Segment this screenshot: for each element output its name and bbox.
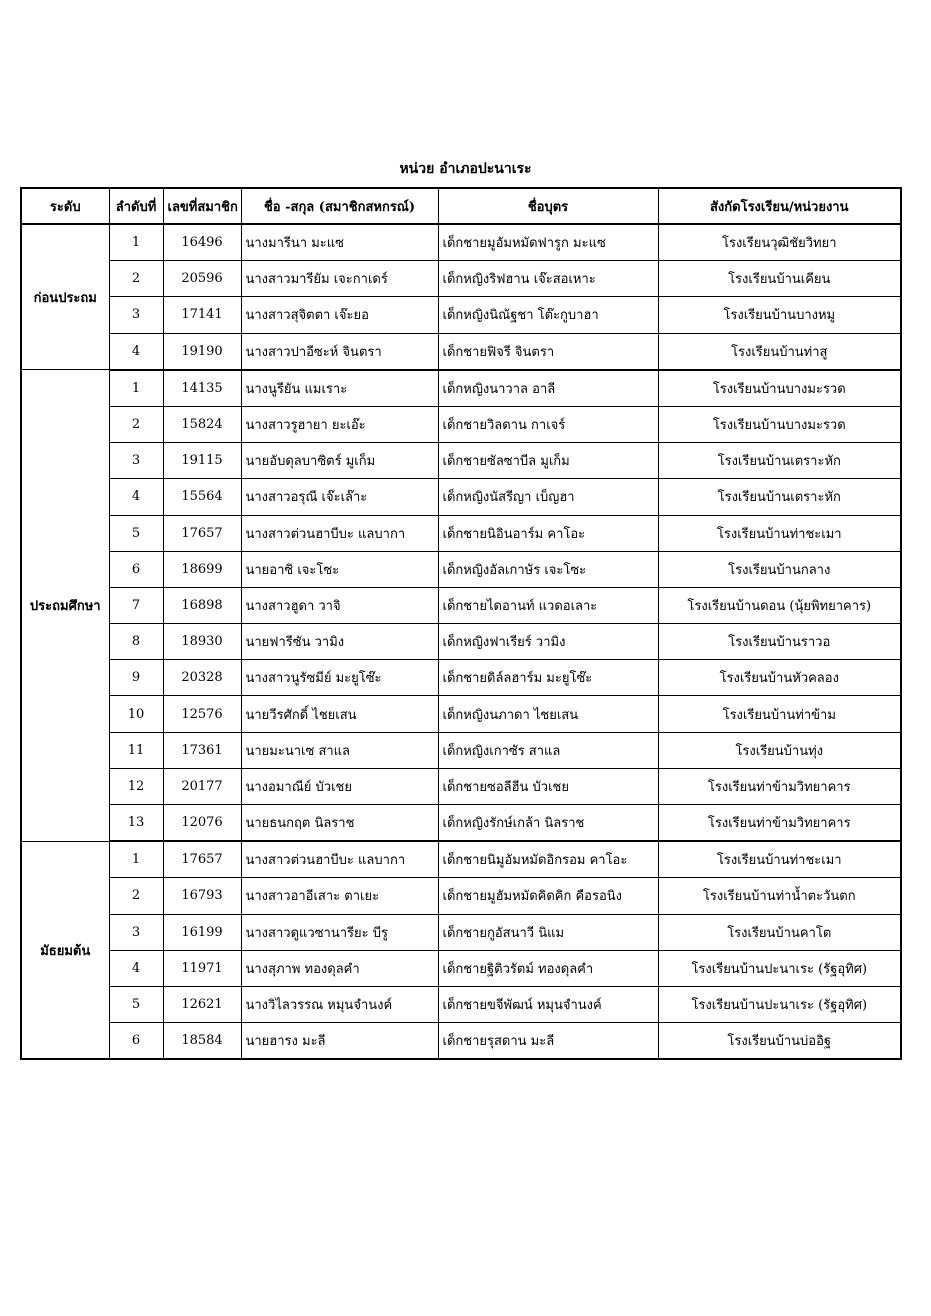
member-name-cell: นางสาวสุจิตตา เจ๊ะยอ bbox=[241, 297, 438, 333]
member-name-cell: นางสาวรูฮายา ยะเอ๊ะ bbox=[241, 406, 438, 442]
member-name-cell: นางสาวต่วนฮาบีบะ แลบากา bbox=[241, 515, 438, 551]
member-no-cell: 16793 bbox=[163, 878, 241, 914]
child-name-cell: เด็กชายซัลซาบีล มูเก็ม bbox=[438, 443, 658, 479]
table-row bbox=[21, 841, 901, 878]
member-no-cell: 18930 bbox=[163, 624, 241, 660]
school-cell: โรงเรียนท่าข้ามวิทยาคาร bbox=[658, 768, 901, 804]
member-no-cell: 15564 bbox=[163, 479, 241, 515]
school-cell: โรงเรียนบ้านเตราะหัก bbox=[658, 443, 901, 479]
school-cell: โรงเรียนบ้านทุ่ง bbox=[658, 732, 901, 768]
child-name-cell: เด็กหญิงริฟฮาน เจ๊ะสอเหาะ bbox=[438, 261, 658, 297]
member-no-cell: 16898 bbox=[163, 587, 241, 623]
table-row bbox=[21, 479, 901, 515]
header-row bbox=[21, 188, 901, 224]
table-row bbox=[21, 406, 901, 442]
header-child-name: ชื่อบุตร bbox=[438, 188, 658, 224]
table-row bbox=[21, 732, 901, 768]
child-name-cell: เด็กชายดิล์ลฮาร์ม มะยูโซ๊ะ bbox=[438, 660, 658, 696]
seq-cell: 8 bbox=[109, 624, 163, 660]
table-row bbox=[21, 443, 901, 479]
member-name-cell: นายมะนาเซ สาแล bbox=[241, 732, 438, 768]
school-cell: โรงเรียนบ้านท่าสู bbox=[658, 333, 901, 370]
school-cell: โรงเรียนบ้านดอน (นุ้ยพิทยาคาร) bbox=[658, 587, 901, 623]
child-name-cell: เด็กชายมูฮัมหมัดคิดคิก คือรอนิง bbox=[438, 878, 658, 914]
member-name-cell: นางสุภาพ ทองดุลคำ bbox=[241, 950, 438, 986]
child-name-cell: เด็กชายซอลีฮีน บัวเชย bbox=[438, 768, 658, 804]
member-no-cell: 12576 bbox=[163, 696, 241, 732]
seq-cell: 4 bbox=[109, 479, 163, 515]
child-name-cell: เด็กหญิงฟาเรียร์ วามิง bbox=[438, 624, 658, 660]
table-body bbox=[21, 224, 901, 1059]
school-cell: โรงเรียนบ้านบางหมู bbox=[658, 297, 901, 333]
member-name-cell: นางสาวอาอีเสาะ ตาเยะ bbox=[241, 878, 438, 914]
table-row bbox=[21, 333, 901, 370]
seq-cell: 12 bbox=[109, 768, 163, 804]
header-school: สังกัดโรงเรียน/หน่วยงาน bbox=[658, 188, 901, 224]
child-name-cell: เด็กชายนิอินอาร์ม คาโอะ bbox=[438, 515, 658, 551]
table-row bbox=[21, 370, 901, 407]
member-name-cell: นางมารีนา มะแซ bbox=[241, 224, 438, 261]
member-name-cell: นายธนกฤต นิลราช bbox=[241, 805, 438, 842]
table-row bbox=[21, 914, 901, 950]
school-cell: โรงเรียนบ้านปะนาเระ (รัฐอุทิศ) bbox=[658, 950, 901, 986]
member-name-cell: นางสาวมารียัม เจะกาเดร์ bbox=[241, 261, 438, 297]
header-level: ระดับ bbox=[21, 188, 109, 224]
member-no-cell: 12621 bbox=[163, 986, 241, 1022]
child-name-cell: เด็กหญิงนาวาล อาลี bbox=[438, 370, 658, 407]
seq-cell: 1 bbox=[109, 841, 163, 878]
seq-cell: 2 bbox=[109, 406, 163, 442]
child-name-cell: เด็กหญิงรักษ์เกล้า นิลราช bbox=[438, 805, 658, 842]
child-name-cell: เด็กชายฐิติวรัตม์ ทองดุลคำ bbox=[438, 950, 658, 986]
seq-cell: 1 bbox=[109, 224, 163, 261]
level-cell: มัธยมต้น bbox=[21, 841, 109, 1059]
table-row bbox=[21, 878, 901, 914]
member-name-cell: นางสาวฮูดา วาจิ bbox=[241, 587, 438, 623]
seq-cell: 4 bbox=[109, 950, 163, 986]
seq-cell: 10 bbox=[109, 696, 163, 732]
member-no-cell: 17657 bbox=[163, 841, 241, 878]
level-cell: ก่อนประถม bbox=[21, 224, 109, 370]
table-row bbox=[21, 515, 901, 551]
child-name-cell: เด็กชายนิมูอัมหมัดอิกรอม คาโอะ bbox=[438, 841, 658, 878]
school-cell: โรงเรียนบ้านบางมะรวด bbox=[658, 406, 901, 442]
member-name-cell: นางสาวต่วนฮาบีบะ แลบากา bbox=[241, 841, 438, 878]
seq-cell: 13 bbox=[109, 805, 163, 842]
table-row bbox=[21, 950, 901, 986]
seq-cell: 3 bbox=[109, 297, 163, 333]
seq-cell: 3 bbox=[109, 443, 163, 479]
header-member-no: เลขที่สมาชิก bbox=[163, 188, 241, 224]
member-no-cell: 15824 bbox=[163, 406, 241, 442]
table-row bbox=[21, 261, 901, 297]
school-cell: โรงเรียนบ้านหัวคลอง bbox=[658, 660, 901, 696]
table-row bbox=[21, 624, 901, 660]
member-no-cell: 17657 bbox=[163, 515, 241, 551]
seq-cell: 6 bbox=[109, 551, 163, 587]
seq-cell: 2 bbox=[109, 261, 163, 297]
table-row bbox=[21, 551, 901, 587]
member-name-cell: นายอาซิ เจะโซะ bbox=[241, 551, 438, 587]
child-name-cell: เด็กชายมูอัมหมัดฟารูก มะแซ bbox=[438, 224, 658, 261]
seq-cell: 5 bbox=[109, 515, 163, 551]
school-cell: โรงเรียนบ้านท่าชะเมา bbox=[658, 841, 901, 878]
school-cell: โรงเรียนบ้านบางมะรวด bbox=[658, 370, 901, 407]
school-cell: โรงเรียนบ้านกลาง bbox=[658, 551, 901, 587]
table-row bbox=[21, 805, 901, 842]
table-row bbox=[21, 660, 901, 696]
table-row bbox=[21, 224, 901, 261]
member-name-cell: นางนูรียัน แมเราะ bbox=[241, 370, 438, 407]
child-name-cell: เด็กชายไดอานท์ แวดอเลาะ bbox=[438, 587, 658, 623]
seq-cell: 4 bbox=[109, 333, 163, 370]
seq-cell: 6 bbox=[109, 1023, 163, 1060]
seq-cell: 11 bbox=[109, 732, 163, 768]
seq-cell: 2 bbox=[109, 878, 163, 914]
member-name-cell: นายฮารง มะลี bbox=[241, 1023, 438, 1060]
member-name-cell: นางสาวดูแวซานารียะ บีรู bbox=[241, 914, 438, 950]
table-row bbox=[21, 1023, 901, 1060]
member-no-cell: 20177 bbox=[163, 768, 241, 804]
member-no-cell: 17361 bbox=[163, 732, 241, 768]
member-no-cell: 18699 bbox=[163, 551, 241, 587]
table-row bbox=[21, 696, 901, 732]
child-name-cell: เด็กชายรุสดาน มะลี bbox=[438, 1023, 658, 1060]
seq-cell: 7 bbox=[109, 587, 163, 623]
member-name-cell: นายวีรศักดิ์ ไชยเสน bbox=[241, 696, 438, 732]
member-name-cell: นายอับดุลบาซิตร์ มูเก็ม bbox=[241, 443, 438, 479]
page-title: หน่วย อำเภอปะนาเระ bbox=[399, 161, 532, 177]
child-name-cell: เด็กหญิงนิณัฐชา โต๊ะกูบาฮา bbox=[438, 297, 658, 333]
member-no-cell: 19115 bbox=[163, 443, 241, 479]
member-no-cell: 16496 bbox=[163, 224, 241, 261]
table-row bbox=[21, 986, 901, 1022]
member-no-cell: 16199 bbox=[163, 914, 241, 950]
member-no-cell: 18584 bbox=[163, 1023, 241, 1060]
seq-cell: 9 bbox=[109, 660, 163, 696]
school-cell: โรงเรียนบ้านท่าน้ำตะวันตก bbox=[658, 878, 901, 914]
seq-cell: 3 bbox=[109, 914, 163, 950]
child-name-cell: เด็กชายฟิจรี จินตรา bbox=[438, 333, 658, 370]
member-no-cell: 11971 bbox=[163, 950, 241, 986]
member-name-cell: นางสาวอรุณี เจ๊ะเล๊าะ bbox=[241, 479, 438, 515]
school-cell: โรงเรียนวุฒิชัยวิทยา bbox=[658, 224, 901, 261]
table-row bbox=[21, 587, 901, 623]
header-seq: ลำดับที่ bbox=[109, 188, 163, 224]
seq-cell: 5 bbox=[109, 986, 163, 1022]
school-cell: โรงเรียนบ้านเคียน bbox=[658, 261, 901, 297]
member-name-cell: นางวิไลวรรณ หมุนจำนงค์ bbox=[241, 986, 438, 1022]
school-cell: โรงเรียนบ้านปะนาเระ (รัฐอุทิศ) bbox=[658, 986, 901, 1022]
child-name-cell: เด็กชายขจีพัฒน์ หมุนจำนงค์ bbox=[438, 986, 658, 1022]
school-cell: โรงเรียนบ้านท่าชะเมา bbox=[658, 515, 901, 551]
member-no-cell: 17141 bbox=[163, 297, 241, 333]
header-member-name: ชื่อ -สกุล (สมาชิกสหกรณ์) bbox=[241, 188, 438, 224]
child-name-cell: เด็กหญิงเกาซัร สาแล bbox=[438, 732, 658, 768]
child-name-cell: เด็กหญิงอัลเกาษัร เจะโซะ bbox=[438, 551, 658, 587]
seq-cell: 1 bbox=[109, 370, 163, 407]
member-no-cell: 20328 bbox=[163, 660, 241, 696]
member-name-cell: นางสาวปาอีซะห์ จินตรา bbox=[241, 333, 438, 370]
member-no-cell: 19190 bbox=[163, 333, 241, 370]
school-cell: โรงเรียนท่าข้ามวิทยาคาร bbox=[658, 805, 901, 842]
school-cell: โรงเรียนบ้านท่าข้าม bbox=[658, 696, 901, 732]
school-cell: โรงเรียนบ้านเตราะหัก bbox=[658, 479, 901, 515]
school-cell: โรงเรียนบ้านคาโต bbox=[658, 914, 901, 950]
member-no-cell: 14135 bbox=[163, 370, 241, 407]
member-no-cell: 20596 bbox=[163, 261, 241, 297]
member-name-cell: นางอมาณีย์ บัวเชย bbox=[241, 768, 438, 804]
school-cell: โรงเรียนบ้านราวอ bbox=[658, 624, 901, 660]
table-row bbox=[21, 768, 901, 804]
member-children-table bbox=[20, 187, 902, 1060]
level-cell: ประถมศึกษา bbox=[21, 370, 109, 841]
table-row bbox=[21, 297, 901, 333]
member-name-cell: นายฟารีซัน วามิง bbox=[241, 624, 438, 660]
school-cell: โรงเรียนบ้านบ่ออิฐ bbox=[658, 1023, 901, 1060]
child-name-cell: เด็กชายวิลดาน กาเจร์ bbox=[438, 406, 658, 442]
child-name-cell: เด็กหญิงนภาดา ไชยเสน bbox=[438, 696, 658, 732]
child-name-cell: เด็กชายกูอัสนาวี นิแม bbox=[438, 914, 658, 950]
member-name-cell: นางสาวนูรัซมีย์ มะยูโซ๊ะ bbox=[241, 660, 438, 696]
member-no-cell: 12076 bbox=[163, 805, 241, 842]
child-name-cell: เด็กหญิงนัสรีญา เบ็ญฮา bbox=[438, 479, 658, 515]
